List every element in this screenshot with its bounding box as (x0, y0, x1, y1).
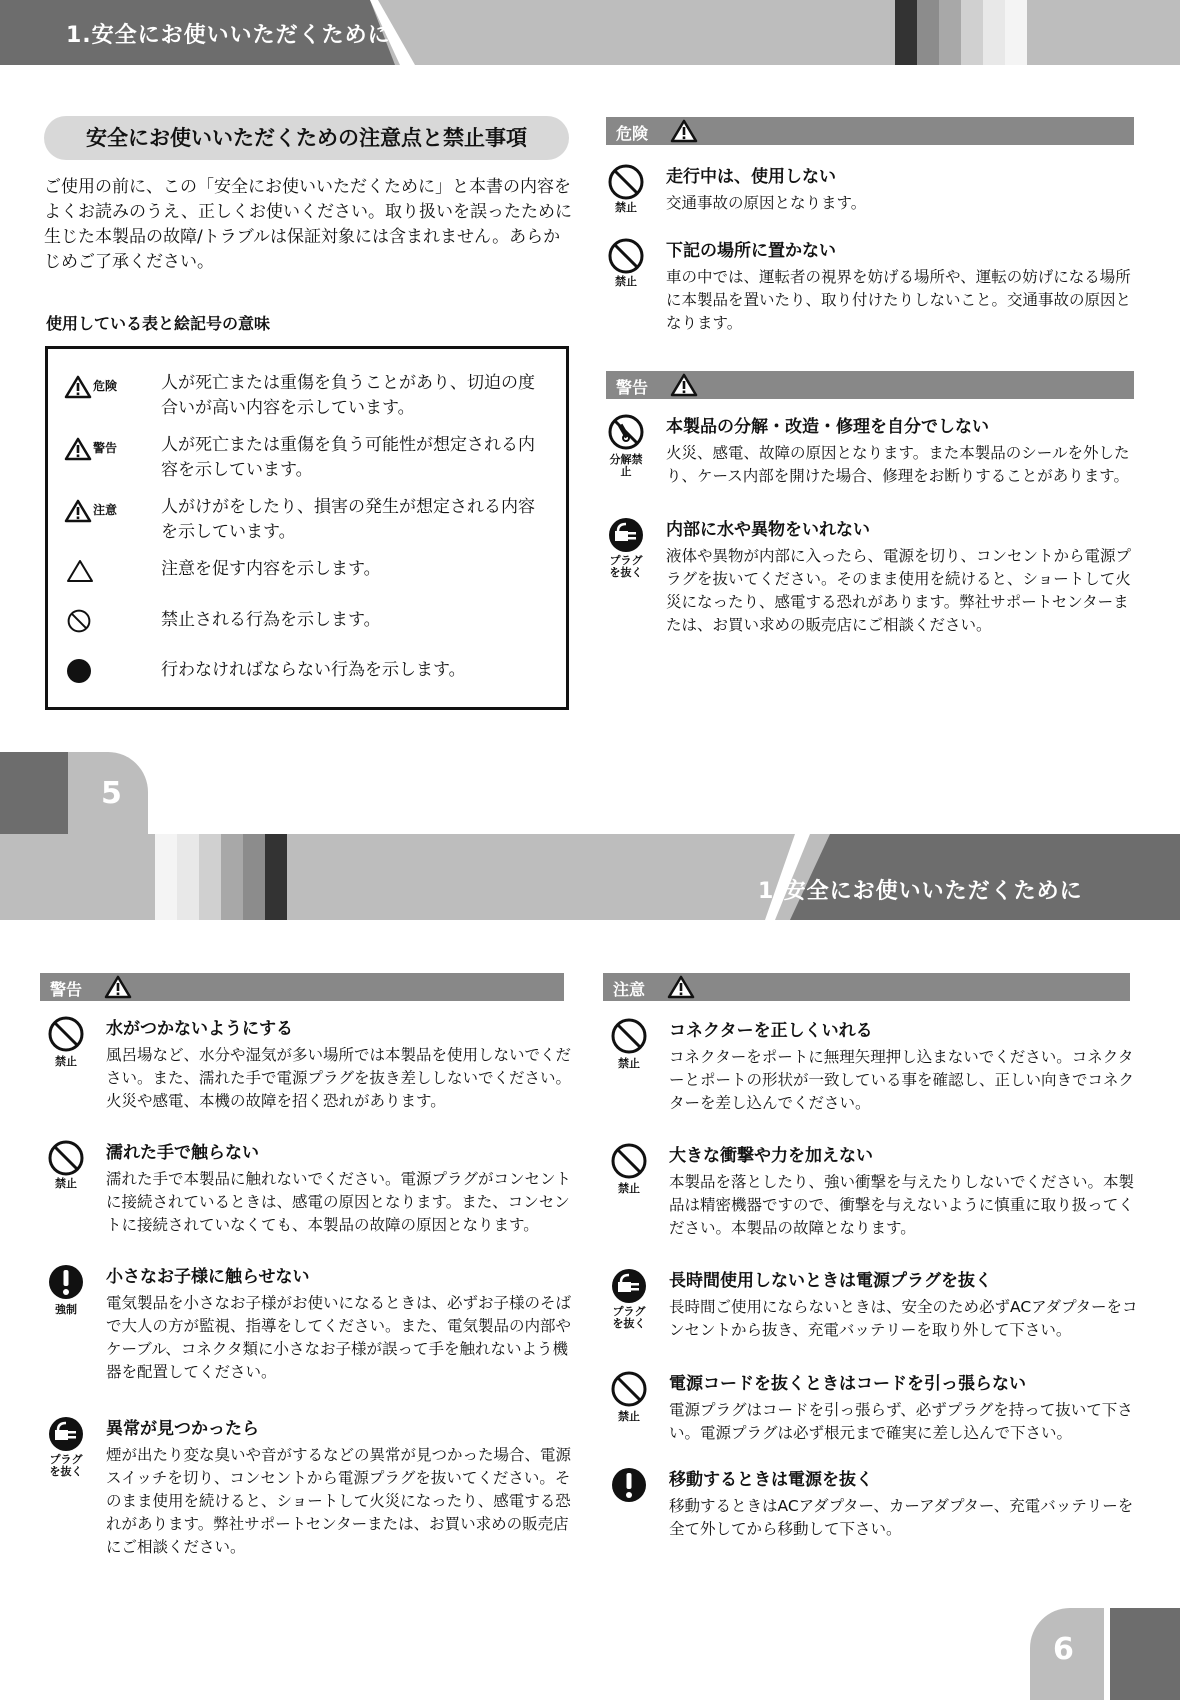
no-disassembly-icon (606, 412, 646, 452)
item-body: 長時間ご使用にならないときは、安全のため必ずACアダプターをコンセントから抜き、充電バッテリーを取り外して下さい。 (669, 1298, 1138, 1339)
outline-triangle-icon (66, 559, 94, 583)
stripe (961, 0, 983, 65)
legend-heading: 使用している表と絵記号の意味 (46, 314, 271, 333)
warning-triangle-icon (670, 373, 698, 397)
prohibited-icon (46, 1014, 86, 1054)
item-title: コネクターを正しくいれる (669, 1021, 873, 1041)
stripe (1005, 0, 1027, 65)
bottom-header (0, 834, 1180, 920)
item-caption: 禁止 (55, 1177, 77, 1190)
item-body: 本製品を落としたり、強い衝撃を与えたりしないでください。本製品は精密機器ですので、衝撃を与えないように慎重に取り扱ってください。本製品の故障となります。 (669, 1173, 1135, 1237)
item-title: 異常が見つかったら (106, 1419, 259, 1439)
page-tab-dark (1110, 1608, 1180, 1700)
legend-text: 禁止される行為を示します。 (161, 610, 381, 630)
item-body: 車の中では、運転者の視界を妨げる場所や、運転の妨げになる場所に本製品を置いたり、取り付けたりしないこと。交通事故の原因となります。 (666, 268, 1132, 332)
warning-triangle-icon (64, 499, 92, 523)
item-body: 煙が出たり変な臭いや音がするなどの異常が見つかった場合、電源スイッチを切り、コンセントから電源プラグを抜いてください。そのまま使用を続けると、ショートして火災になったり、感電する恐れがあります。弊社サポートセンターまたは、お買い求めの販売店にご相談ください。 (106, 1446, 572, 1556)
legend-text: 人が死亡または重傷を負う可能性が想定される内容を示しています。 (161, 435, 535, 480)
legend-text: 注意を促す内容を示します。 (161, 559, 381, 579)
item-body: 交通事故の原因となります。 (666, 194, 867, 212)
item-title: 内部に水や異物をいれない (666, 520, 870, 540)
stripe (895, 0, 917, 65)
warning-bar (606, 371, 1134, 399)
item-body: コネクターをポートに無理矢理押し込まないでください。コネクターとポートの形状が一致している事を確認し、正しい向きでコネクターを差し込んでください。 (669, 1048, 1135, 1112)
legend-text: 人が死亡または重傷を負うことがあり、切迫の度合いが高い内容を示しています。 (161, 373, 535, 418)
prohibited-icon (609, 1141, 649, 1181)
item-body: 火災、感電、故障の原因となります。また本製品のシールを外したり、ケース内部を開けた場合、修理をお断りすることがあります。 (666, 444, 1130, 485)
intro-paragraph: ご使用の前に、この「安全にお使いいただくために」と本書の内容をよくお読みのうえ、正しくお使いください。取り扱いを誤ったために生じた本製品の故障/トラブルは保証対象には含まれません。あらかじめご了承ください。 (44, 177, 573, 272)
stripe (917, 0, 939, 65)
top-header (0, 0, 1180, 65)
warning-triangle-icon (64, 437, 92, 461)
stripe (243, 834, 265, 920)
legend-label: 注意 (93, 503, 118, 517)
item-caption: 禁止 (55, 1055, 77, 1068)
page-tab-dark (0, 752, 68, 834)
caution-label: 注意 (613, 980, 646, 999)
legend-label: 警告 (93, 441, 118, 455)
top-header-title: 1.安全にお使いいただくために (66, 23, 391, 48)
prohibited-icon (46, 1138, 86, 1178)
warning-triangle-icon (104, 975, 132, 999)
item-title: 大きな衝撃や力を加えない (669, 1146, 873, 1166)
caution-bar (603, 973, 1130, 1001)
item-title: 下記の場所に置かない (666, 241, 836, 261)
item-caption: 禁止 (618, 1182, 640, 1195)
page-number: 6 (1053, 1632, 1074, 1667)
filled-circle-icon (66, 658, 92, 684)
legend-text: 人がけがをしたり、損害の発生が想定される内容を示しています。 (161, 497, 535, 542)
warning-label: 警告 (616, 378, 649, 397)
item-body: 電気製品を小さなお子様がお使いになるときは、必ずお子様のそばで大人の方が監視、指導をしてください。また、電気製品の内部やケーブル、コネクタ類に小さなお子様が誤って手を触れないよう機器を配置してください。 (106, 1294, 572, 1381)
item-caption: プラグを抜く (612, 1305, 646, 1330)
legend-text: 行わなければならない行為を示します。 (161, 660, 466, 680)
stripe (221, 834, 243, 920)
page-number: 5 (101, 776, 122, 811)
item-body: 濡れた手で本製品に触れないでください。電源プラグがコンセントに接続されているときは、感電の原因となります。また、コンセントに接続されていなくても、本製品の故障の原因となります。 (106, 1170, 572, 1234)
item-body: 移動するときはACアダプター、カーアダプター、充電バッテリーを全て外してから移動して下さい。 (669, 1497, 1134, 1538)
stripe (983, 0, 1005, 65)
stripe (939, 0, 961, 65)
prohibited-icon (66, 608, 92, 634)
mandatory-icon (609, 1465, 649, 1505)
item-caption: 禁止 (615, 201, 637, 214)
item-caption: プラグを抜く (49, 1453, 83, 1478)
item-caption: 強制 (55, 1303, 77, 1316)
item-caption: プラグを抜く (609, 554, 643, 579)
prohibited-icon (606, 162, 646, 202)
item-body: 電源プラグはコードを引っ張らず、必ずプラグを持って抜いて下さい。電源プラグは必ず根元まで確実に差し込んで下さい。 (669, 1401, 1133, 1442)
item-title: 移動するときは電源を抜く (669, 1470, 873, 1490)
bottom-header-title: 1.安全にお使いいただくために (758, 879, 1083, 904)
item-title: 長時間使用しないときは電源プラグを抜く (669, 1271, 992, 1291)
prohibited-icon (609, 1369, 649, 1409)
section-title: 安全にお使いいただくための注意点と禁止事項 (44, 116, 569, 160)
item-title: 走行中は、使用しない (666, 167, 836, 187)
unplug-icon (609, 1266, 649, 1306)
prohibited-icon (609, 1016, 649, 1056)
item-caption: 禁止 (615, 275, 637, 288)
item-title: 水がつかないようにする (106, 1019, 293, 1039)
legend-box (45, 346, 569, 710)
stripe (155, 834, 177, 920)
danger-bar (606, 117, 1134, 145)
item-caption: 禁止 (618, 1057, 640, 1070)
item-body: 風呂場など、水分や湿気が多い場所では本製品を使用しないでください。また、濡れた手で電源プラグを抜き差ししないでください。火災や感電、本機の故障を招く恐れがあります。 (106, 1046, 572, 1110)
warning-triangle-icon (670, 119, 698, 143)
stripe (177, 834, 199, 920)
warning-triangle-icon (667, 975, 695, 999)
item-title: 濡れた手で触らない (106, 1143, 259, 1163)
warning-triangle-icon (64, 375, 92, 399)
prohibited-icon (606, 236, 646, 276)
item-caption: 禁止 (618, 1410, 640, 1423)
stripe (265, 834, 287, 920)
unplug-icon (606, 515, 646, 555)
item-title: 小さなお子様に触らせない (106, 1267, 310, 1287)
item-caption: 分解禁止 (609, 453, 643, 478)
warning-label: 警告 (50, 980, 83, 999)
unplug-icon (46, 1414, 86, 1454)
warning-bar (40, 973, 564, 1001)
item-body: 液体や異物が内部に入ったら、電源を切り、コンセントから電源プラグを抜いてください。そのまま使用を続けると、ショートして火災になったり、感電する恐れがあります。弊社サポートセンターまたは、お買い求めの販売店にご相談ください。 (666, 547, 1132, 634)
mandatory-icon (46, 1262, 86, 1302)
legend-label: 危険 (93, 379, 118, 393)
item-title: 本製品の分解・改造・修理を自分でしない (666, 417, 989, 437)
item-title: 電源コードを抜くときはコードを引っ張らない (669, 1374, 1026, 1394)
danger-label: 危険 (616, 124, 649, 143)
stripe (199, 834, 221, 920)
